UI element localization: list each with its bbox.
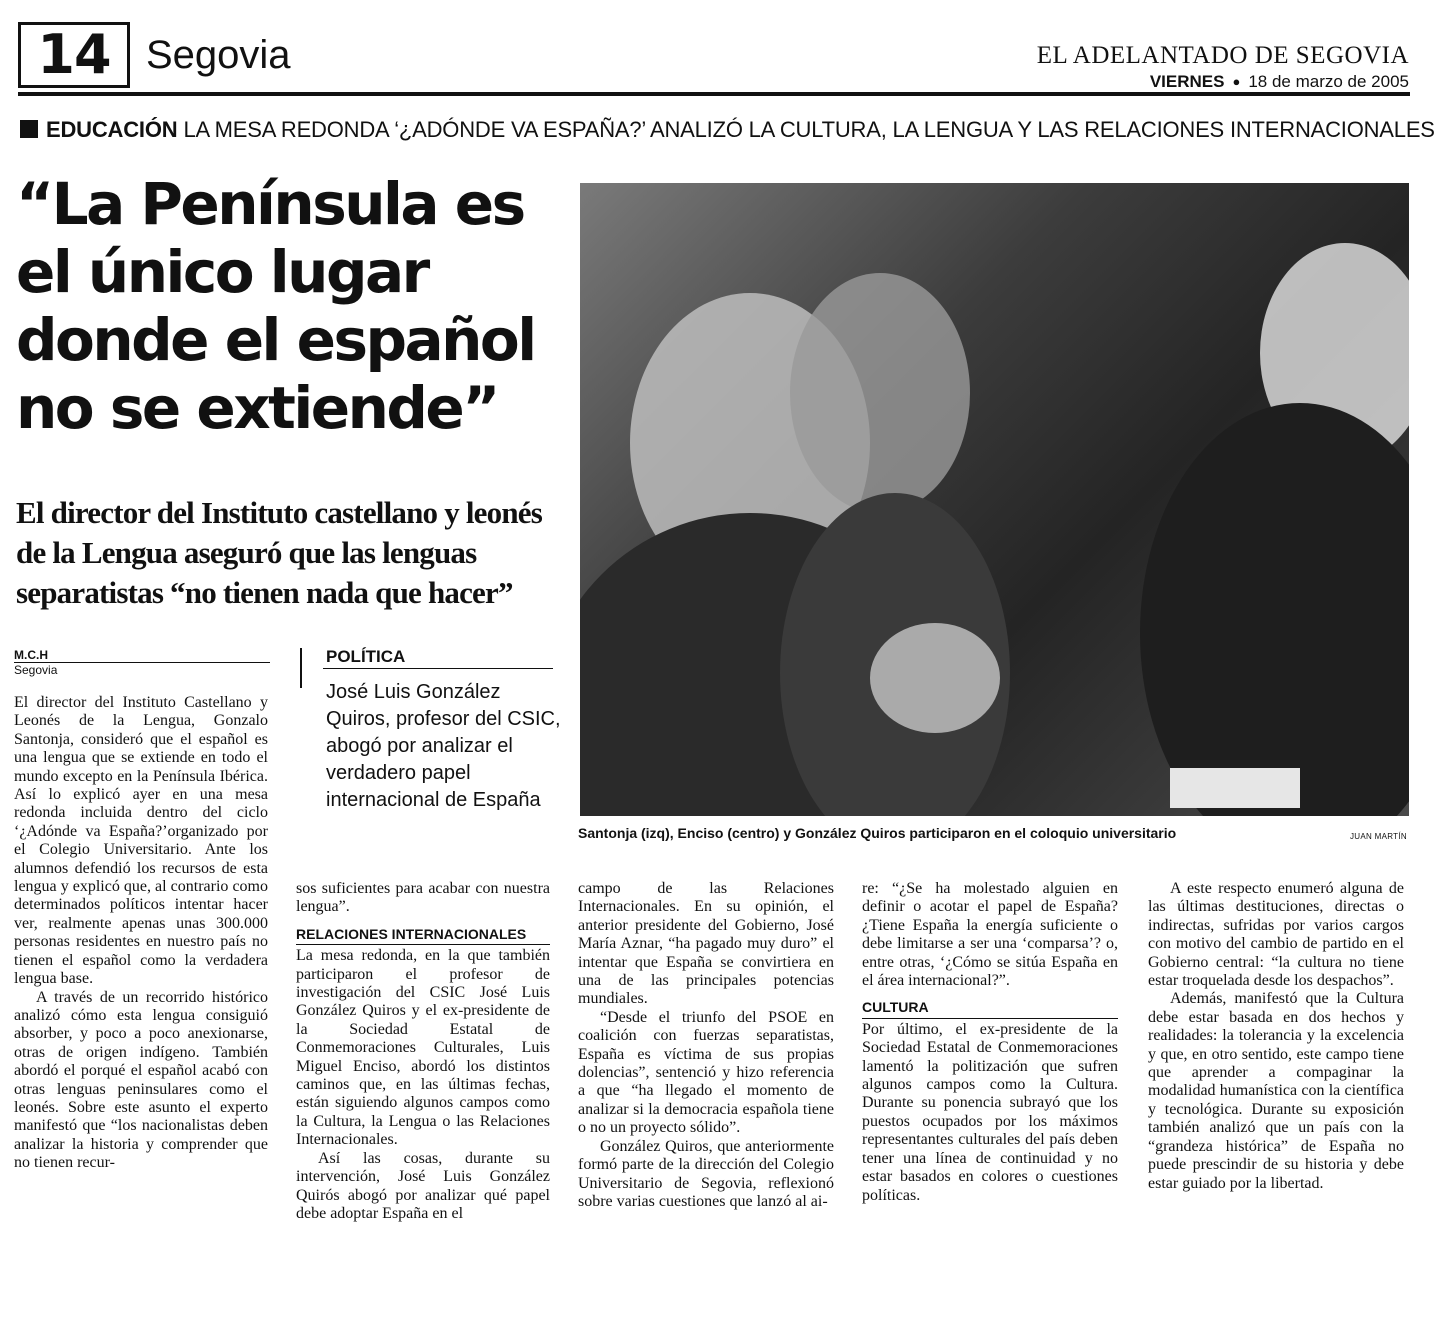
header-rule [18,92,1410,96]
square-bullet-icon [20,120,38,138]
paragraph: A través de un recorrido histórico analizó cómo esta lengua consiguió absorber, y poco a poco anexionarse, otras de origen indígeno. También abordó el porqué el español acabó con otras lenguas peninsulares como el leonés. Sobre este asunto el experto manifestó que “los nacionalistas deben analizar la historia y comprender que no tienen recur- [14,988,268,1172]
subhead-line: de la Lengua aseguró que las lenguas [16,535,477,570]
paragraph: sos suficientes para acabar con nuestra lengua”. [296,880,550,916]
dateline-day: VIERNES [1149,72,1225,91]
bullet-icon: ● [1232,74,1241,89]
body-column-1 [14,694,268,1173]
paragraph: El director del Instituto Castellano y Leonés de la Lengua, Gonzalo Santonja, consideró que el español es una lengua que se extiende en todo el mundo excepto en la Península Ibérica. Así lo explicó ayer en una mesa redonda incluida dentro del ciclo ‘¿Adónde va España?’organizado por el Colegio Universitario. Ante los alumnos defendió los recursos de esta lengua y explicó que, al contrario como determinados políticos intentar hacer ver, realmente apenas unas 300.000 personas residentes en nuestro país no tienen el español como la verdadera lengua base. [14,694,268,988]
dateline-date: 18 de marzo de 2005 [1248,72,1409,91]
sidebar-title: POLÍTICA [326,647,406,666]
paragraph: re: “¿Se ha molestado alguien en definir o acotar el papel de España?¿Tiene España la energía suficiente o debe limitarse a ser una ‘comparsa’? o, entre otras, ‘¿Cómo se sitúa España en el área internacional?”. [862,880,1118,990]
photo-credit: JUAN MARTÍN [1350,832,1407,841]
article-photo [580,183,1409,816]
body-column-3 [578,880,834,1211]
sidebar-title-rule [323,668,553,669]
subheadline [16,493,576,613]
subhead-line: separatistas “no tienen nada que hacer” [16,575,513,610]
sidebar-rule [300,648,302,688]
paragraph: campo de las Relaciones Internacionales. En su opinión, el anterior presidente del Gobierno, José María Aznar, “ha pagado muy duro” el intentar que España se convirtiera en una de las principales potencias mundiales. [578,880,834,1008]
kicker-category: EDUCACIÓN [46,117,178,142]
subsection-heading: RELACIONES INTERNACIONALES [296,925,550,945]
body-column-5 [1148,880,1404,1193]
headline [16,170,576,442]
dateline [1150,72,1409,92]
byline-author: M.C.H [14,648,48,662]
paragraph: “Desde el triunfo del PSOE en coalición con fuerzas separatistas, España es víctima de sus propias dolencias”, sentenció y hizo referencia a que “ha llegado el momento de analizar si la democracia española tiene o no un proyecto sólido”. [578,1008,834,1137]
kicker-text: LA MESA REDONDA ‘¿ADÓNDE VA ESPAÑA?’ ANALIZÓ LA CULTURA, LA LENGUA Y LAS RELACIONES INTERNACIONALES [183,117,1435,142]
subsection-heading: CULTURA [862,998,1118,1018]
newspaper-masthead: EL ADELANTADO DE SEGOVIA [1036,42,1409,69]
paragraph: Por último, el ex-presidente de la Sociedad Estatal de Conmemoraciones lamentó la politización que sufren algunos campos como la Cultura. Durante su ponencia subrayó que los puestos ocupados por los máximos representantes culturales del país deben tener una línea de continuidad y no estar basados en colores o cuestiones políticas. [862,1020,1118,1204]
paragraph: González Quiros, que anteriormente formó parte de la dirección del Colegio Universitario de Segovia, reflexionó sobre varias cuestiones que lanzó al ai- [578,1137,834,1210]
section-title: Segovia [146,33,291,77]
subhead-line: El director del Instituto castellano y leonés [16,495,542,530]
photo-caption: Santonja (izq), Enciso (centro) y González Quiros participaron en el coloquio universitario [578,825,1177,841]
body-column-2 [296,880,550,1223]
paragraph: La mesa redonda, en la que también participaron el profesor de investigación del CSIC José Luis González Quiros y el ex-presidente de la Sociedad Estatal de Conmemoraciones Culturales, Luis Miguel Enciso, abordó los distintos caminos que, en las últimas fechas, están siguiendo algunos campos como la Cultura, la Lengua o las Relaciones Internacionales. [296,947,550,1149]
paragraph: A este respecto enumeró alguna de las últimas destituciones, directas o indirectas, sufridas por varios cargos con motivo del cambio de partido en el Gobierno central: “la cultura no tiene estar troquelada desde los despachos”. [1148,880,1404,990]
page-number: 14 [18,22,130,88]
paragraph: Así las cosas, durante su intervención, José Luis González Quirós abogó por analizar qué papel debe adoptar España en el [296,1149,550,1222]
body-column-4 [862,880,1118,1205]
byline-place: Segovia [14,663,58,677]
headline-line: donde el español [16,306,535,374]
kicker [20,117,1435,143]
headline-line: el único lugar [16,238,428,306]
paragraph: Además, manifestó que la Cultura debe estar basada en dos hechos y realidades: la tolerancia y la excelencia y que, en otro sentido, este campo tiene que aprender a compaginar la modalidad humanística con la científica y tecnológica. Durante su exposición también analizó que un país con la “grandeza histórica” de España no puede prescindir de su historia y debe estar guiado por la libertad. [1148,990,1404,1192]
headline-line: no se extiende” [16,374,498,442]
headline-line: “La Península es [16,170,524,238]
sidebar-text: José Luis González Quiros, profesor del CSIC, abogó por analizar el verdadero papel internacional de España [326,681,561,811]
